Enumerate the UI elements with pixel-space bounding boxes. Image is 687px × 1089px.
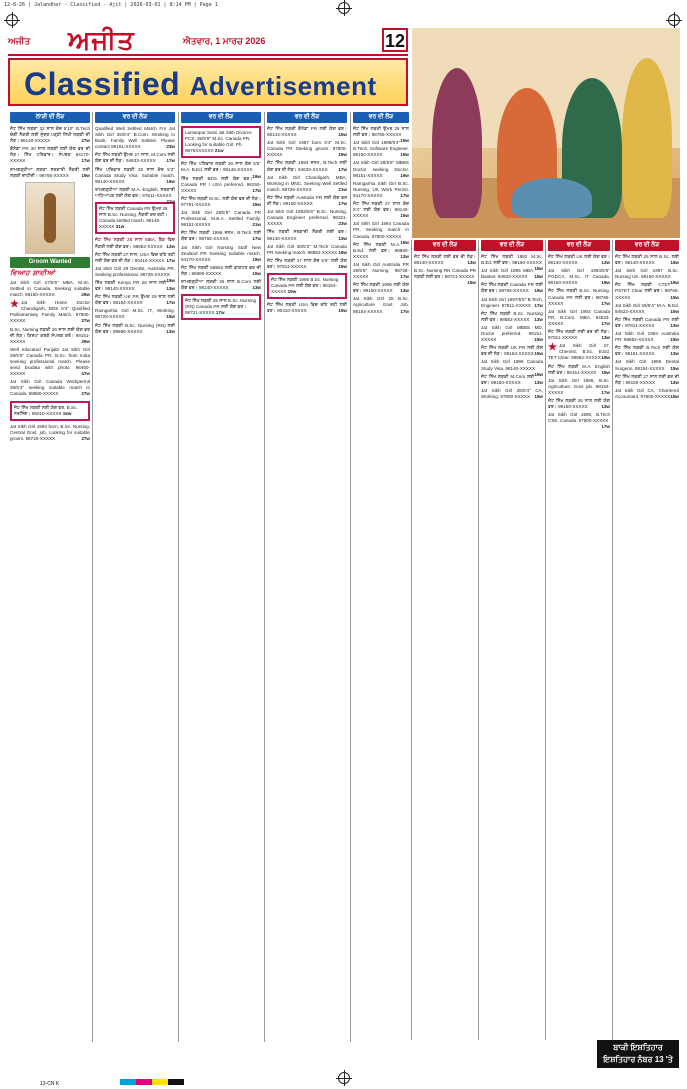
classified-ad: Ramgarhia Sikh Girl B.Sc. Nursing, UK Work Permit. 94170-XXXXX 17w xyxy=(353,180,409,198)
registration-mark-top-left xyxy=(6,14,18,26)
column-7 xyxy=(481,240,543,1040)
classified-ad: ਜੱਟ ਸਿੱਖ ਲੜਕੀ Australia PR ਲਈ ਯੋਗ ਵਰ ਦੀ ਲੋੜ। 99150-XXXXX 17w xyxy=(267,194,347,207)
classified-ad: ਰਾਮਗੜ੍ਹੀਆ ਲੜਕੀ 26 ਸਾਲ B.Com ਲਈ ਯੋਗ ਵਰ। 98140-XXXXX 13w xyxy=(181,278,261,291)
classified-ad: ਜੱਟ ਸਿੱਖ ਲੜਕੀ B.Sc. Nursing (RN) ਲਈ ਯੋਗ ਵਰ। 99886-XXXXX 13w xyxy=(95,322,175,334)
column-header: ਵਰ ਦੀ ਲੋੜ xyxy=(481,240,543,251)
classified-ad: ਰਾਮਗੜ੍ਹੀਆ ਲੜਕੀ M.A. English, ਸਰਕਾਰੀ ਅਧਿਆਪਕ ਲਈ ਯੋਗ ਵਰ। 97811-XXXXX 21w xyxy=(95,186,175,205)
column-header: ਵਰ ਦੀ ਲੋੜ xyxy=(267,112,347,123)
classified-ad: ਜੱਟ ਸਿੱਖ ਲੜਕੀ Canada PR ਲਈ ਵਰ। 97811-XXXXX 13w xyxy=(615,316,679,328)
classified-ad: ਜੱਟ ਸਿੱਖ ਲੜਕੀ ਉਮਰ 26 ਸਾਲ ਲਈ ਵਰ। 98765-XXXXX 15w xyxy=(353,126,409,144)
color-bar-cyan xyxy=(120,1079,136,1085)
classified-ad: ਜੱਟ ਸਿੱਖ ਲੜਕੀ 27 ਸਾਲ ਕੱਦ 5'5'' ਲਈ ਯੋਗ ਵਰ। 97811-XXXXX 15w xyxy=(267,257,347,269)
column-header: ਵਰ ਦੀ ਲੋੜ xyxy=(548,240,610,251)
column-divider xyxy=(178,112,179,1042)
classified-ad: Jat Sikh Girl Nursing Staff New Zealand PR Seeking suitable match. 94170-XXXXX 19w xyxy=(181,244,261,262)
classified-ad: Jat Sikh Girl 1997 born 5'4'' M.Sc. Canada PR Seeking groom. 97800-XXXXX 19w xyxy=(267,140,347,158)
classified-ad: ਜੱਟ ਸਿੱਖ ਲੜਕੀ ਉਮਰ 27 ਸਾਲ, M.Com ਲਈ ਯੋਗ ਵਰ ਦੀ ਲੋੜ। 94633-XXXXX 17w xyxy=(95,152,175,164)
section-banner: ਵਿਆਹ ਸ਼ਾਦੀਆਂ xyxy=(10,269,56,277)
classified-ad: Jat Sikh Girl 29 Dentist, Australia PR. Seeking professional. 98726-XXXXX 15w xyxy=(95,265,175,283)
classified-ad: ਸਿੱਖ ਲੜਕੀ BDS ਲਈ ਯੋਗ ਵਰ। Canada PR / USA preferred. 98150-XXXXX 17w xyxy=(181,175,261,193)
column-subheader: Groom Wanted xyxy=(10,257,90,268)
color-bar-magenta xyxy=(136,1079,152,1085)
classified-ad: ਜੱਟ ਸਿੱਖ ਲੜਕੀ B.Tech ਲਈ ਯੋਗ ਵਰ। 98151-XXXXX 13w xyxy=(615,345,679,357)
boxed-ad: ਜੱਟ ਸਿੱਖ ਲੜਕੀ 25 ਸਾਲ B.Sc. Nursing (RN) Canada PR ਲਈ ਯੋਗ ਵਰ। 98721-XXXXX 17w xyxy=(181,294,261,320)
column-3 xyxy=(181,112,261,1042)
classified-ad: ਜੱਟ ਸਿੱਖ ਲੜਕੀ 25 ਸਾਲ B.Sc. ਲਈ ਵਰ। 98140-XXXXX 15w xyxy=(615,254,679,266)
newspaper-name: ਅਜੀਤ xyxy=(68,26,135,56)
classified-ad: Jat Sikh Girl 1997/5'5'' B.Tech, Engineer. 97811-XXXXX 17w xyxy=(481,296,543,308)
classified-ad: Jat Sikh Girl CA, Chartered Accountant. 97800-XXXXX 15w xyxy=(615,387,679,399)
registration-mark-top-right xyxy=(668,14,680,26)
classified-ad: ਜੱਟ ਸਿੱਖ ਲੜਕੀ 27 ਸਾਲ ਲਈ ਵਰ ਦੀ ਲੋੜ। 99150-XXXXX 13w xyxy=(615,373,679,385)
column-header: ਵਰ ਦੀ ਲੋੜ xyxy=(414,240,476,251)
classified-ad: Jat Sikh Girl 28/5'6'' MBBS Doctor seeking Doctor. 98151-XXXXX 19w xyxy=(353,160,409,178)
classified-ad: Jat Sikh Girl 1994/5'6'' PGDCA, M.Sc. IT Canada. 98150-XXXXX 19w xyxy=(548,268,610,286)
column-divider xyxy=(478,240,479,1040)
classified-ad: Jat Sikh Girl 28/5'4'' M.A. B.Ed. 94633-XXXXX 15w xyxy=(615,302,679,314)
classified-ad: ਜੱਟ ਸਿੱਖ ਲੜਕੀ 26 ਸਾਲ ਲਈ ਯੋਗ ਵਰ। 99150-XXXXX 13w xyxy=(548,397,610,410)
banner-word-advertisement: Advertisement xyxy=(189,71,377,101)
ad-photo xyxy=(25,182,75,254)
color-bar-black xyxy=(168,1079,184,1085)
column-2 xyxy=(95,112,175,1042)
classified-ad: ਜੱਟ ਸਿੱਖ ਲੜਕੀ B.Sc. Nursing, Canada PR ਲਈ ਵਰ। 98765-XXXXX 17w xyxy=(548,288,610,306)
classified-ad: ਜੱਟ ਸਿੱਖ ਲੜਕੀ UK ਲਈ ਯੋਗ ਵਰ। 98140-XXXXX 13w xyxy=(548,254,610,266)
column-divider xyxy=(612,240,613,1040)
painting-figure xyxy=(432,68,482,218)
classified-ad: ਜੱਟ ਸਿੱਖ ਲੜਕੀ 27 ਸਾਲ, USA ਵਿਚ ਰਹਿ ਰਹੀ ਲਈ ਯੋਗ ਵਰ ਦੀ ਲੋੜ। 90410-XXXXX 17w xyxy=(95,251,175,263)
classified-ad: ਸਿੱਖ ਲੜਕੀ Kenya PR 26 ਸਾਲ ਲਈ ਵਰ। 98140-XXXXX 13w xyxy=(95,279,175,292)
classified-ad: ਜੱਟ ਸਿੱਖ ਪਰਿਵਾਰ ਲੜਕੀ 30 ਸਾਲ ਕੱਦ 5'5'' M.A. B.Ed. ਲਈ ਵਰ। 98146-XXXXX 19w xyxy=(181,161,261,179)
painting-figure xyxy=(622,58,672,218)
classified-ad: Jat Sikh Girl 28/5'5'' Canada PR Professional, M.B.A. Settled Family. 98151-XXXXX 21w xyxy=(181,210,261,228)
classified-banner xyxy=(8,58,408,106)
column-header: ਵਰ ਦੀ ਲੋੜ xyxy=(353,112,409,123)
column-divider xyxy=(545,240,546,1040)
classified-ad: ਜੱਟ ਸਿੱਖ ਲੜਕੀ USA ਵਿਚ ਰਹਿ ਰਹੀ ਲਈ ਵਰ। 90410-XXXXX 15w xyxy=(267,302,347,314)
banner-title xyxy=(24,66,377,103)
classified-ad: Jat Sikh Girl 1994 born, B.Sc. Nursing, Central Govt. job. Looking for suitable groom. 98720-XXXXX 27w xyxy=(10,423,90,441)
classified-ad: ਜੱਟ ਸਿੱਖ ਲੜਕੀ M.A. English ਲਈ ਵਰ। 98151-XXXXX 15w xyxy=(548,363,610,375)
classified-ad: ਜੱਟ ਸਿੱਖ ਲੜਕੀ UK PR ਉਮਰ 29 ਸਾਲ ਲਈ ਯੋਗ ਵਰ। 98154-XXXXX 17w xyxy=(95,294,175,306)
classified-ad: Ramgarhia Girl M.Sc. IT, Working. 98728-XXXXX 15w xyxy=(95,308,175,320)
classified-ad: ★ Jat Sikh Girl 27, Chemist, B.Sc. B.Ed. TET Clear. 98882-XXXXX 19w xyxy=(548,342,610,361)
star-icon: ★ xyxy=(10,299,19,311)
column-header: ਲਾੜੀ ਦੀ ਲੋੜ xyxy=(10,112,90,123)
classified-ad: Jat Sikh Girl 1996, B.Tech CSE, Canada. 97800-XXXXX 17w xyxy=(548,412,610,430)
classified-ad: ਜੱਟ ਸਿੱਖ ਲੜਕੀ 1993 ਜਨਮ, B.Tech ਲਈ ਯੋਗ ਵਰ ਦੀ ਲੋੜ। 94633-XXXXX 17w xyxy=(267,160,347,172)
classified-ad: ਜੱਟ ਸਿੱਖ ਲੜਕੀ B.Sc. Nursing ਲਈ ਵਰ। 98882-XXXXX 13w xyxy=(481,310,543,322)
column-8 xyxy=(548,240,610,1040)
print-code: 13-CN K xyxy=(40,1081,60,1087)
print-slug: 12-8-26 | Jalandhar - Classified - Ajit | 2026-03-01 | 8:14 PM | Page 1 xyxy=(4,2,218,8)
masthead-row xyxy=(8,28,408,56)
classified-ad: ਜੱਟ ਸਿੱਖ ਲੜਕੀ CTET PSTET Clear ਲਈ ਵਰ। 98765-XXXXX 15w xyxy=(615,282,679,300)
classified-ad: ਸਿੱਖ ਲੜਕੀ ਸਰਕਾਰੀ ਨੌਕਰੀ ਲਈ ਵਰ। 98140-XXXXX 13w xyxy=(267,229,347,241)
painting-figure xyxy=(512,178,592,218)
boxed-ad: ਜੱਟ ਸਿੱਖ ਲੜਕੀ 1995 B.Sc. Nursing Canada PR ਲਈ ਯੋਗ ਵਰ। 98154-XXXXX 19w xyxy=(267,273,347,299)
classified-ad: ਕੈਨੇਡਾ PR 30 ਸਾਲ ਲੜਕੀ ਲਈ ਯੋਗ ਵਰ ਦੀ ਲੋੜ। ਸਿੱਖ ਪਰਿਵਾਰ। ਸੰਪਰਕ 94170-XXXXX 17w xyxy=(10,146,90,164)
classified-ad: Jat Sikh Girl 1997 B.Sc. Nursing UK. 98150-XXXXX 15w xyxy=(615,268,679,286)
classified-ad: B.Sc. Nursing ਲੜਕੀ 26 ਸਾਲ ਲਈ ਯੋਗ ਵਰ ਦੀ ਲੋੜ। ਕਿਰਪਾ ਕਰਕੇ ਸੰਪਰਕ ਕਰੋ। 99151-XXXXX 29w xyxy=(10,326,90,344)
boxed-ad: ਜੱਟ ਸਿੱਖ ਲੜਕੀ Canada PR ਉਮਰ 26 ਸਾਲ B.Sc. Nursing, ਨੌਕਰੀ ਕਰ ਰਹੀ। Canada settled match. 99145-XXXXX 31w xyxy=(95,202,175,234)
registration-mark-top-center xyxy=(338,2,350,14)
classified-ad: Jat Sikh Girl 1996 Canada Study Visa. 98140-XXXXX 15w xyxy=(481,359,543,377)
classified-ad: Jat Sikh Girl 1998/5'4'' B.Tech, Software Engineer. 98150-XXXXX 19w xyxy=(353,140,409,158)
classified-ad: ਜੱਟ ਸਿੱਖ ਲੜਕੀ Canada PR ਲਈ ਯੋਗ ਵਰ। 98765-XXXXX 15w xyxy=(481,282,543,294)
classified-ad: ਜੱਟ ਸਿੱਖ ਲੜਕੀ M.A. B.Ed. ਲਈ ਵਰ। 98880-XXXXX 13w xyxy=(353,241,409,259)
classified-ad: Jat Sikh Girl 1993/5'6'' B.Sc. Nursing, Canada Engineer preferred. 98151-XXXXX 23w xyxy=(267,209,347,227)
classified-ad: Jat Sikh Girl 1994 Australia PR. 98882-XXXXX 15w xyxy=(615,331,679,343)
boxed-ad: ਜੱਟ ਸਿੱਖ ਲੜਕੀ ਲਈ ਯੋਗ ਵਰ, B.Sc. ਨਰਸਿੰਗ। 95010-XXXXX 15w xyxy=(10,401,90,421)
classified-ad: Qualified Well Settled Match For Jat Sikh Girl 25/5'4'' B.Com. Working in Bank. Family Well Settled. Please contact 98151-XXXXX 23w xyxy=(95,126,175,150)
classified-ad: Jat Sikh Girl 1994 Canada PR, Seeking match in Canada. 97800-XXXXX 19w xyxy=(353,221,409,245)
classified-ad: Jat Sikh Girl Canada Workpermit 28/5'4'' seeking suitable match in Canada. 98880-XXXXX 27w xyxy=(10,379,90,397)
classified-ad: Jat Sikh Girl Australia PR 29/5'5'' Nursing. 98726-XXXXX 17w xyxy=(353,261,409,280)
classified-ad: ਜੱਟ ਸਿੱਖ ਲੜਕੀ M.Sc. ਲਈ ਯੋਗ ਵਰ ਦੀ ਲੋੜ। 97791-XXXXX 15w xyxy=(181,195,261,207)
classified-ad: Jat Sikh Girl 28/5'4'' CA, Working. 97800-XXXXX 15w xyxy=(481,387,543,399)
classified-ad: Jat Sikh Girl 27/5'6'' MBA, M.Sc. Settled in Canada. Seeking suitable match. 98150-XXXXX 25w xyxy=(10,279,90,298)
classified-ad: ਜੱਟ ਸਿੱਖ ਲੜਕੀ 1996 ਜਨਮ, B.Tech ਲਈ ਯੋਗ ਵਰ। 98765-XXXXX 17w xyxy=(181,230,261,242)
column-1 xyxy=(10,112,90,1042)
classified-ad: Jat Sikh Girl 1995 MBA, Banker. 94633-XXXXX 15w xyxy=(481,268,543,280)
classified-ad: ਜੱਟ ਸਿੱਖ ਲੜਕੀ 28 ਸਾਲ MBA, ਬੈਂਕ ਵਿਚ ਨੌਕਰੀ ਲਈ ਯੋਗ ਵਰ। 98882-XXXXX 13w xyxy=(95,237,175,249)
classified-ad: Jat Sikh Girl 1996 Dental Surgeon. 98154-XXXXX 15w xyxy=(615,359,679,371)
boxed-ad: Lamanpur Saini Jat Sikh Divorce PCS. 35/5'8'' M.Sc. Canada PR, Looking for suitable Girl. Ph. 9876XXXXXX 21w xyxy=(181,126,261,158)
classified-ad: ਰਾਮਗੜ੍ਹੀਆ ਲੜਕਾ ਸਰਕਾਰੀ ਨੌਕਰੀ ਲਈ ਲੜਕੀ ਚਾਹੀਦੀ। 98765-XXXXX 19w xyxy=(10,166,90,178)
column-divider xyxy=(264,112,265,1042)
masthead xyxy=(8,28,408,108)
banner-word-classified: Classified xyxy=(24,66,181,102)
column-header: ਵਰ ਦੀ ਲੋੜ xyxy=(615,240,679,251)
issue-date: ਐਤਵਾਰ, 1 ਮਾਰਚ 2026 xyxy=(183,36,266,46)
classified-ad: Jat Sikh Girl 30/5'3'' M.Tech Canada PR Seeking match. 98882-XXXXX 19w xyxy=(267,243,347,255)
column-header: ਵਰ ਦੀ ਲੋੜ xyxy=(95,112,175,123)
classified-ad: ਜੱਟ ਸਿੱਖ ਲੜਕੀ MBBS ਲਈ ਡਾਕਟਰ ਵਰ ਦੀ ਲੋੜ। 98880-XXXXX 15w xyxy=(181,264,261,276)
column-header: ਵਰ ਦੀ ਲੋੜ xyxy=(181,112,261,123)
classified-ad: ਸਿੱਖ ਪਰਿਵਾਰ ਲੜਕੀ 25 ਸਾਲ ਕੱਦ 5'3'' Canada Study Visa. Suitable match. 98140-XXXXX 19w xyxy=(95,166,175,184)
classified-ad: ਜੱਟ ਸਿੱਖ ਲੜਕੀ 1992 M.Sc. B.Ed. ਲਈ ਵਰ। 98150-XXXXX 15w xyxy=(481,254,543,272)
classified-ad: ਜੱਟ ਸਿੱਖ ਲੜਕੀ M.Com ਲਈ ਵਰ। 99150-XXXXX 13w xyxy=(481,373,543,385)
continued-line-2: ਇਸ਼ਤਿਹਾਰ ਨੰਬਰ 13 'ਤੇ xyxy=(603,1055,673,1064)
classified-ad: ਜੱਟ ਸਿੱਖ ਲੜਕੀ UK PR ਲਈ ਯੋਗ ਵਰ ਦੀ ਲੋੜ। 98154-XXXXX 15w xyxy=(481,345,543,357)
classified-ad: B.Sc. Nursing RN Canada PR ਲੜਕੀ ਲਈ ਵਰ। 98721-XXXXX 15w xyxy=(414,268,476,286)
star-icon: ★ xyxy=(548,342,557,354)
page-number: 12 xyxy=(382,28,408,52)
column-divider xyxy=(350,112,351,1042)
column-9 xyxy=(615,240,679,1035)
column-6 xyxy=(414,240,476,1040)
classified-ad: Jat Sikh Girl 25 B.Sc. Agriculture Govt Job. 98154-XXXXX 17w xyxy=(353,296,409,314)
column-divider xyxy=(92,112,93,1042)
classified-ad: ਜੱਟ ਸਿੱਖ ਲੜਕਾ 32 ਸਾਲ ਕੱਦ 5'10'' B.Tech ਚੰਗੀ ਨੌਕਰੀ ਲਈ ਸੁੰਦਰ ਪੜ੍ਹੀ ਲਿਖੀ ਲੜਕੀ ਦੀ ਲੋੜ। 98140-XXXXX 27w xyxy=(10,126,90,144)
classified-ad: Well educated Punjabi Jat Sikh Girl 29/5'5'' Canada PR, B.Sc. from India seeking professional match. Please send biodata with photo. 96460-XXXXX 47w xyxy=(10,346,90,377)
classified-ad: Jat Sikh Girl 1995, B.Sc. Agriculture, Govt job. 98154-XXXXX 17w xyxy=(548,377,610,395)
registration-mark-bottom-center xyxy=(338,1072,350,1084)
continued-notice xyxy=(597,1040,679,1068)
color-bar-yellow xyxy=(152,1079,168,1085)
classified-ad: ਜੱਟ ਸਿੱਖ ਲੜਕੀ ਕੈਨੇਡਾ PR ਲਈ ਯੋਗ ਵਰ। 98144-XXXXX 15w xyxy=(267,126,347,138)
column-4 xyxy=(267,112,347,1042)
classified-ad: Jat Sikh Girl MBBS MD, Doctor preferred. 98151-XXXXX 15w xyxy=(481,324,543,343)
classified-ad: ਜੱਟ ਸਿੱਖ ਲੜਕੀ ਲਈ ਵਰ ਦੀ ਲੋੜ। 98140-XXXXX 13w xyxy=(414,254,476,266)
classified-ad: Jat Sikh Girl Chandigarh, MBA, Working in MNC. Seeking Well Settled match. 98726-XXXXX 21w xyxy=(267,174,347,192)
column-divider xyxy=(411,240,412,1040)
continued-line-1: ਬਾਕੀ ਇਸ਼ਤਿਹਾਰ xyxy=(613,1043,663,1052)
classified-ad: Jat Sikh Girl 1993 Canada PR, B.Com, MBA. 94633-XXXXX 17w xyxy=(548,308,610,326)
column-5 xyxy=(353,112,409,1042)
classified-ad: ਜੱਟ ਸਿੱਖ ਲੜਕੀ 27 ਸਾਲ ਕੱਦ 5'4'' ਲਈ ਯੋਗ ਵਰ। 98140-XXXXX 15w xyxy=(353,201,409,219)
classified-ad: ਜੱਟ ਸਿੱਖ ਲੜਕੀ 1996 ਲਈ ਯੋਗ ਵਰ। 99150-XXXXX 13w xyxy=(353,282,409,294)
classified-ad: ਜੱਟ ਸਿੱਖ ਲੜਕੀ ਲਈ ਵਰ ਦੀ ਲੋੜ। 97811-XXXXX 13w xyxy=(548,329,610,341)
classified-ad: ★ Jat Sikh Home Doctor Chandigarh, BDS 5'4'' Qualified Parliamentary Family Match. 97800-XXXXX 27w xyxy=(10,299,90,324)
masthead-left-label: ਅਜੀਤ xyxy=(8,36,31,46)
decorative-painting xyxy=(412,28,680,238)
